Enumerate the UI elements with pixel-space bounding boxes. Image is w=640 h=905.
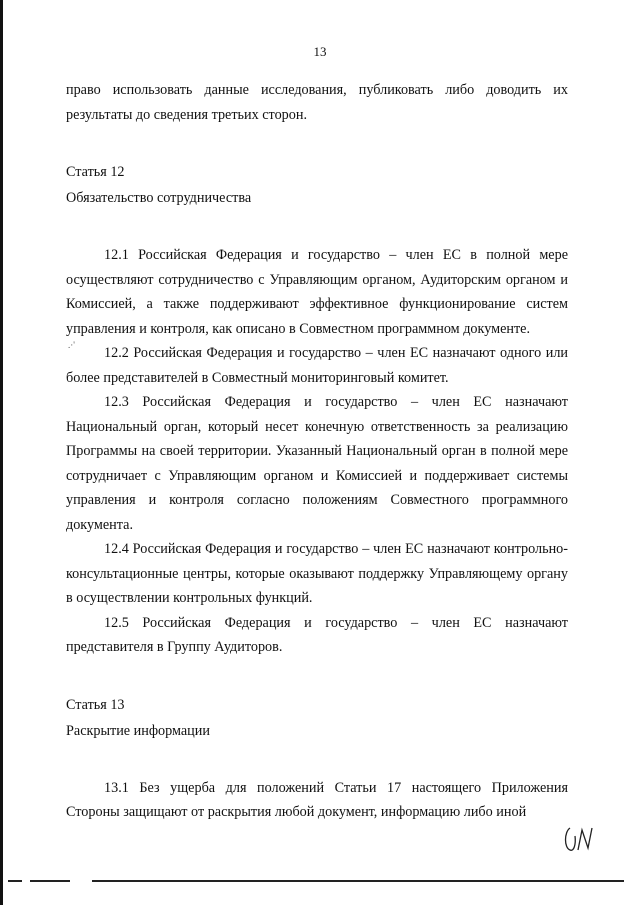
article-13-number: Статья 13 [66, 696, 125, 713]
paragraph-13-1: 13.1 Без ущерба для положений Статьи 17 настоящего Приложения Стороны защищают от раскрытия любой документ, информацию либо иной [66, 779, 568, 820]
document-body [66, 78, 568, 825]
article-12-title: Обязательство сотрудничества [66, 190, 252, 206]
page-number: 13 [313, 44, 327, 59]
scan-mark: .·' [68, 340, 75, 350]
article-13-title: Раскрытие информации [66, 722, 210, 739]
scan-left-edge [0, 0, 3, 905]
signature-initials-icon [562, 822, 602, 856]
article-12-number: Статья 12 [66, 164, 125, 180]
paragraph-12-4: 12.4 Российская Федерация и государство – член ЕС назначают контрольно-консультационные центры, которые оказывают поддержку Управляющему органу в осуществлении контрольных функций. [66, 541, 568, 606]
footer-rule-short [8, 880, 22, 882]
intro-paragraph: право использовать данные исследования, публиковать либо доводить их результаты до сведения третьих сторон. [66, 82, 568, 123]
paragraph-12-5: 12.5 Российская Федерация и государство – член ЕС назначают представителя в Группу Аудиторов. [66, 614, 568, 655]
footer-rule-main [92, 880, 624, 882]
paragraph-12-3: 12.3 Российская Федерация и государство – член ЕС назначают Национальный орган, который несет конечную ответственность за реализацию Программы на своей территории. Указанный Национальный орган в полной мере сотрудничает с Управляющим органом и Комиссией и поддерживает системы управления и контроля согласно положениям Совместного программного документа. [66, 394, 568, 533]
paragraph-12-1: 12.1 Российская Федерация и государство – член ЕС в полной мере осуществляют сотрудничество с Управляющим органом, Аудиторским органом и Комиссией, а также поддерживают эффективное функционирование систем управления и контроля, как описано в Совместном программном документе. [66, 247, 568, 337]
paragraph-12-2: 12.2 Российская Федерация и государство – член ЕС назначают одного или более представителей в Совместный мониторинговый комитет. [66, 345, 568, 386]
footer-rule-left [30, 880, 70, 882]
